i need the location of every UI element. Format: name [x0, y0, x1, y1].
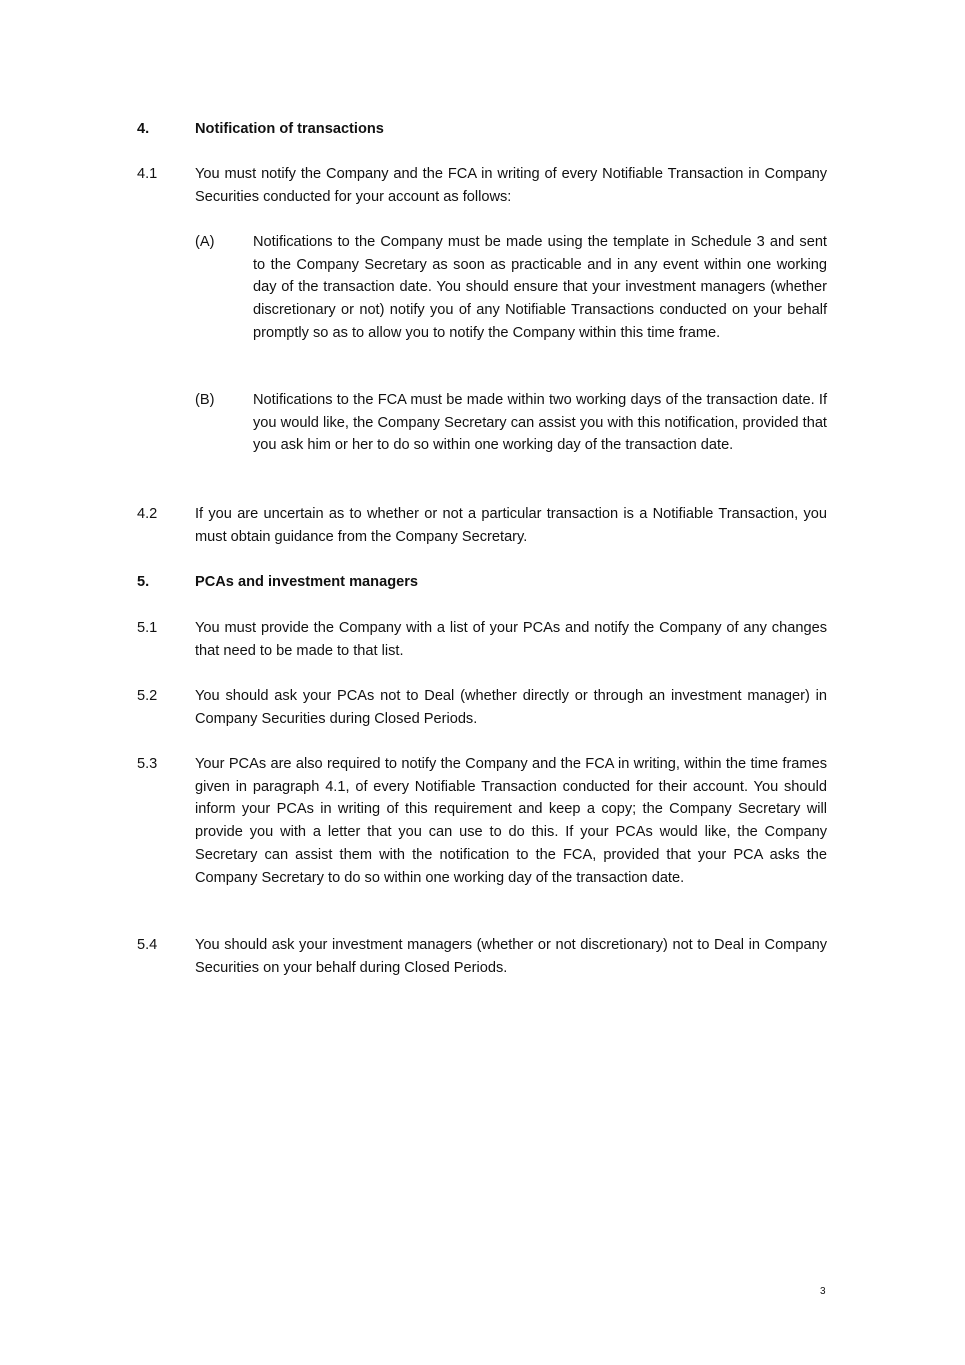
paragraph-text: You must provide the Company with a list of your PCAs and notify the Company of any changes that need to be made to that list.: [195, 620, 827, 659]
paragraph-4-2: [137, 503, 827, 548]
paragraph-number: 4.1: [137, 166, 158, 182]
paragraph-text: You must notify the Company and the FCA in writing of every Notifiable Transaction in Company Securities conducted for your account as follows:: [195, 166, 827, 205]
section-5-heading: [137, 571, 827, 594]
paragraph-5-1: [137, 617, 827, 662]
paragraph-text: If you are uncertain as to whether or not a particular transaction is a Notifiable Transaction, you must obtain guidance from the Company Secretary.: [195, 506, 827, 545]
paragraph-4-1-a: [195, 231, 827, 345]
section-4-heading: [137, 118, 827, 141]
subparagraph-label: (A): [195, 234, 215, 250]
section-title: Notification of transactions: [195, 121, 384, 137]
paragraph-4-1: [137, 163, 827, 208]
section-number: 5.: [137, 574, 150, 590]
paragraph-text: Your PCAs are also required to notify the Company and the FCA in writing, within the time frames given in paragraph 4.1, of every Notifiable Transaction conducted for their account. You should inform your PCAs in writing of this requirement and keep a copy; the Company Secretary will provide you with a letter that you can use to do this. If your PCAs would like, the Company Secretary can assist them with the notification to the FCA, provided that your PCA asks the Company Secretary to do so within one working day of the transaction date.: [195, 756, 827, 886]
paragraph-number: 5.3: [137, 756, 158, 772]
section-number: 4.: [137, 121, 150, 137]
paragraph-number: 4.2: [137, 506, 158, 522]
paragraph-5-4: [137, 934, 827, 979]
section-title: PCAs and investment managers: [195, 574, 419, 590]
page-number: 3: [820, 1286, 826, 1297]
subparagraph-label: (B): [195, 392, 215, 408]
paragraph-4-1-b: [195, 389, 827, 457]
paragraph-text: You should ask your investment managers (whether or not discretionary) not to Deal in Company Securities on your behalf during Closed Periods.: [195, 937, 827, 976]
paragraph-5-3: [137, 753, 827, 889]
paragraph-text: You should ask your PCAs not to Deal (whether directly or through an investment manager) in Company Securities during Closed Periods.: [195, 688, 827, 727]
paragraph-number: 5.4: [137, 937, 158, 953]
paragraph-number: 5.2: [137, 688, 158, 704]
subparagraph-text: Notifications to the Company must be made using the template in Schedule 3 and sent to the Company Secretary as soon as practicable and in any event within one working day of the transaction date. You should ensure that your investment managers (whether discretionary or not) notify you of any Notifiable Transactions conducted on your behalf promptly so as to allow you to notify the Company within this time frame.: [253, 234, 827, 341]
paragraph-number: 5.1: [137, 620, 158, 636]
paragraph-5-2: [137, 685, 827, 730]
subparagraph-text: Notifications to the FCA must be made within two working days of the transaction date. If you would like, the Company Secretary can assist you with this notification, provided that you ask him or her to do so within one working day of the transaction date.: [253, 392, 827, 454]
